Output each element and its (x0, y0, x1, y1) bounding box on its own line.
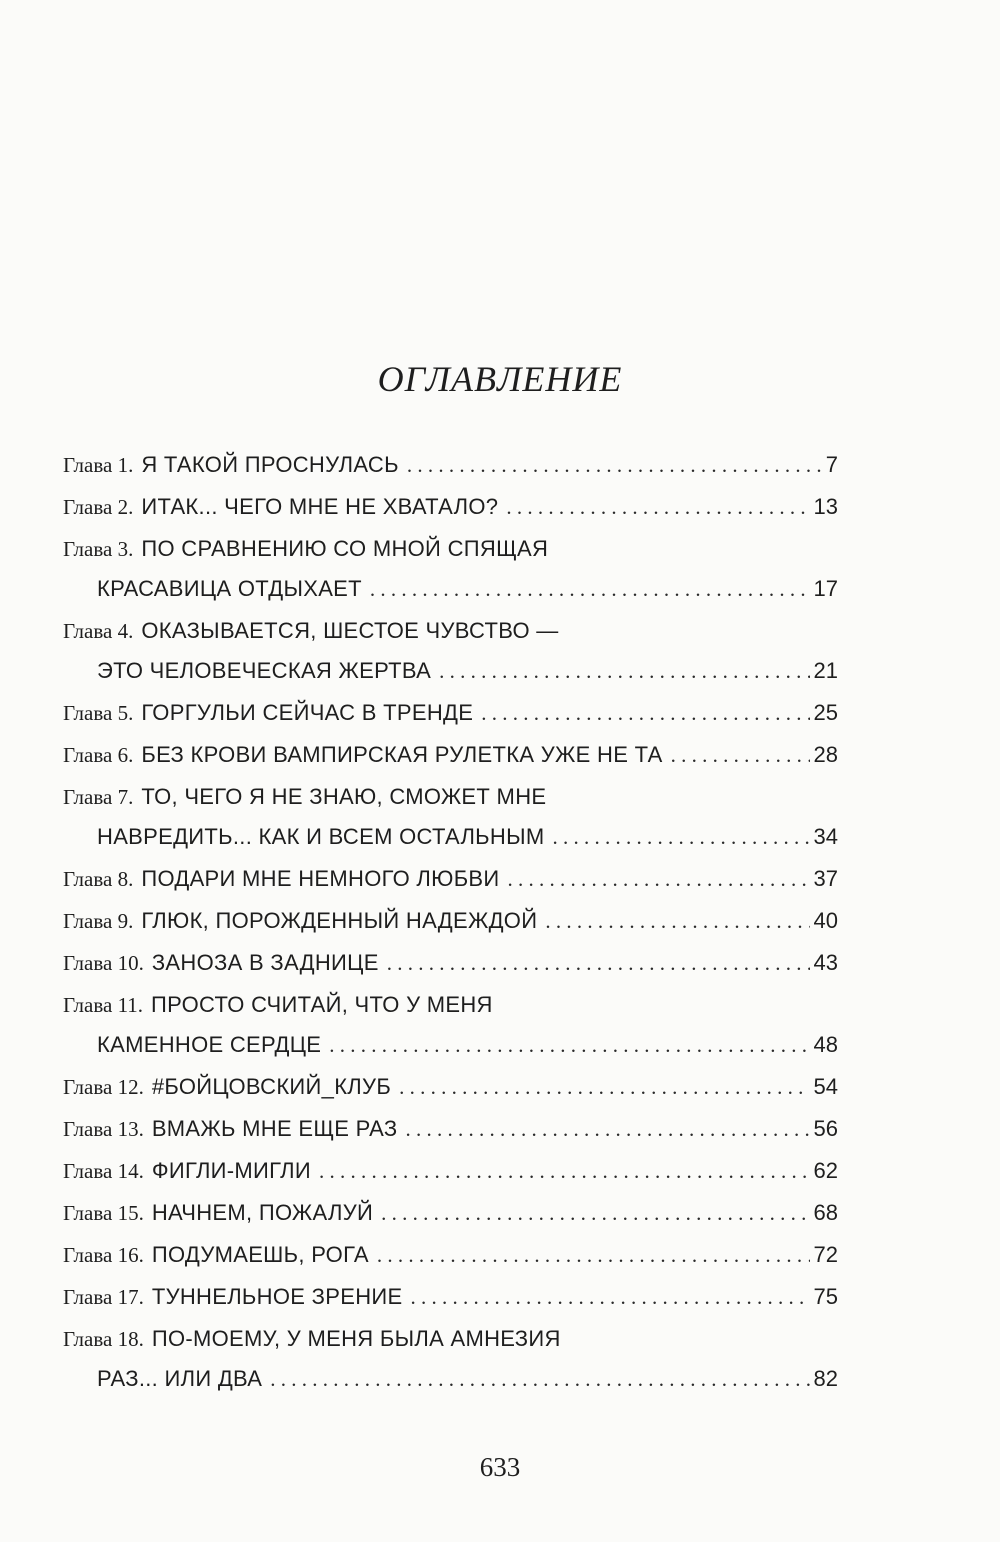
dot-leader (553, 822, 810, 852)
chapter-title: #БОЙЦОВСКИЙ_КЛУБ (151, 1074, 392, 1099)
dot-leader (506, 492, 809, 522)
chapter-title: ПРОСТО СЧИТАЙ, ЧТО У МЕНЯ (151, 992, 493, 1017)
chapter-title: ОКАЗЫВАЕТСЯ, ШЕСТОЕ ЧУВСТВО — (141, 618, 559, 643)
toc-entry (63, 1282, 838, 1312)
chapter-page-number: 48 (813, 1032, 838, 1057)
chapter-label: Глава 15. (63, 1201, 144, 1225)
chapter-title: ИТАК... ЧЕГО МНЕ НЕ ХВАТАЛО? (141, 494, 499, 519)
chapter-title: ВМАЖЬ МНЕ ЕЩЕ РАЗ (151, 1116, 398, 1141)
dot-leader (270, 1364, 809, 1394)
chapter-label: Глава 12. (63, 1075, 144, 1099)
chapter-page-number: 43 (813, 950, 838, 975)
chapter-title: ГЛЮК, ПОРОЖДЕННЫЙ НАДЕЖДОЙ (141, 908, 538, 933)
toc-entry-continuation-line (63, 1030, 838, 1060)
chapter-title: КРАСАВИЦА ОТДЫХАЕТ (97, 576, 362, 601)
chapter-page-number: 25 (813, 700, 838, 725)
chapter-label: Глава 6. (63, 743, 134, 767)
toc-entry (63, 1198, 838, 1228)
chapter-page-number: 7 (825, 452, 838, 477)
toc-entry (63, 782, 838, 852)
chapter-page-number: 13 (813, 494, 838, 519)
dot-leader (370, 574, 810, 604)
dot-leader (405, 1114, 809, 1144)
dot-leader (508, 864, 810, 894)
chapter-label: Глава 13. (63, 1117, 144, 1141)
dot-leader (319, 1156, 810, 1186)
dot-leader (410, 1282, 809, 1312)
chapter-page-number: 75 (813, 1284, 838, 1309)
chapter-label: Глава 17. (63, 1285, 144, 1309)
toc-entry-continuation-line (63, 822, 838, 852)
chapter-label: Глава 9. (63, 909, 134, 933)
toc-entry-first-line (63, 450, 838, 480)
chapter-title: ФИГЛИ-МИГЛИ (151, 1158, 311, 1183)
toc-entry-first-line (63, 1324, 838, 1354)
toc-entry-first-line (63, 1156, 838, 1186)
toc-entry (63, 990, 838, 1060)
dot-leader (381, 1198, 809, 1228)
chapter-title: ТУННЕЛЬНОЕ ЗРЕНИЕ (151, 1284, 403, 1309)
chapter-title: ПО-МОЕМУ, У МЕНЯ БЫЛА АМНЕЗИЯ (151, 1326, 561, 1351)
chapter-title: КАМЕННОЕ СЕРДЦЕ (97, 1032, 322, 1057)
dot-leader (439, 656, 809, 686)
chapter-title: ПОДАРИ МНЕ НЕМНОГО ЛЮБВИ (141, 866, 500, 891)
toc-entry (63, 1114, 838, 1144)
dot-leader (671, 740, 810, 770)
toc-entry (63, 698, 838, 728)
chapter-title: Я ТАКОЙ ПРОСНУЛАСЬ (141, 452, 399, 477)
chapter-title: БЕЗ КРОВИ ВАМПИРСКАЯ РУЛЕТКА УЖЕ НЕ ТА (141, 742, 663, 767)
chapter-page-number: 21 (813, 658, 838, 683)
dot-leader (545, 906, 809, 936)
toc-entry-continuation-line (63, 574, 838, 604)
dot-leader (481, 698, 809, 728)
toc-entry-first-line (63, 990, 838, 1020)
chapter-label: Глава 18. (63, 1327, 144, 1351)
chapter-label: Глава 7. (63, 785, 134, 809)
toc-entry-first-line (63, 492, 838, 522)
toc-entry-first-line (63, 948, 838, 978)
chapter-label: Глава 11. (63, 993, 144, 1017)
toc-entry-first-line (63, 740, 838, 770)
toc-entry-first-line (63, 1114, 838, 1144)
chapter-title: ЭТО ЧЕЛОВЕЧЕСКАЯ ЖЕРТВА (97, 658, 432, 683)
toc-entry-first-line (63, 1240, 838, 1270)
chapter-title: ПОДУМАЕШЬ, РОГА (151, 1242, 369, 1267)
toc-entry (63, 492, 838, 522)
toc-entry (63, 906, 838, 936)
chapter-page-number: 68 (813, 1200, 838, 1225)
chapter-label: Глава 2. (63, 495, 134, 519)
toc-entry-first-line (63, 782, 838, 812)
chapter-label: Глава 3. (63, 537, 134, 561)
toc-entry-first-line (63, 1282, 838, 1312)
chapter-label: Глава 5. (63, 701, 134, 725)
chapter-page-number: 56 (813, 1116, 838, 1141)
toc-entry (63, 450, 838, 480)
chapter-label: Глава 4. (63, 619, 134, 643)
chapter-label: Глава 10. (63, 951, 144, 975)
toc-entry-first-line (63, 616, 838, 646)
chapter-label: Глава 8. (63, 867, 134, 891)
toc-entry (63, 1072, 838, 1102)
chapter-title: ЗАНОЗА В ЗАДНИЦЕ (151, 950, 379, 975)
chapter-title: ТО, ЧЕГО Я НЕ ЗНАЮ, СМОЖЕТ МНЕ (141, 784, 547, 809)
chapter-page-number: 17 (813, 576, 838, 601)
toc-entry (63, 740, 838, 770)
chapter-title: НАЧНЕМ, ПОЖАЛУЙ (151, 1200, 374, 1225)
dot-leader (387, 948, 810, 978)
chapter-title: ПО СРАВНЕНИЮ СО МНОЙ СПЯЩАЯ (141, 536, 549, 561)
dot-leader (329, 1030, 809, 1060)
chapter-page-number: 28 (813, 742, 838, 767)
chapter-title: ГОРГУЛЬИ СЕЙЧАС В ТРЕНДЕ (141, 700, 474, 725)
toc-entry (63, 1324, 838, 1394)
chapter-title: РАЗ... ИЛИ ДВА (97, 1366, 263, 1391)
chapter-page-number: 40 (813, 908, 838, 933)
toc-entry (63, 534, 838, 604)
toc-entry-first-line (63, 698, 838, 728)
chapter-title: НАВРЕДИТЬ... КАК И ВСЕМ ОСТАЛЬНЫМ (97, 824, 545, 849)
toc-entry (63, 948, 838, 978)
chapter-label: Глава 14. (63, 1159, 144, 1183)
dot-leader (407, 450, 822, 480)
toc-entry-continuation-line (63, 656, 838, 686)
toc-heading: ОГЛАВЛЕНИЕ (377, 359, 623, 399)
chapter-page-number: 37 (813, 866, 838, 891)
page-number: 633 (479, 1452, 521, 1482)
toc-entry-first-line (63, 1198, 838, 1228)
toc-entry-first-line (63, 1072, 838, 1102)
chapter-page-number: 54 (813, 1074, 838, 1099)
toc-entry-first-line (63, 864, 838, 894)
toc-entry-continuation-line (63, 1364, 838, 1394)
dot-leader (399, 1072, 809, 1102)
toc-entry (63, 616, 838, 686)
chapter-page-number: 62 (813, 1158, 838, 1183)
chapter-page-number: 72 (813, 1242, 838, 1267)
toc-entry-first-line (63, 534, 838, 564)
dot-leader (377, 1240, 810, 1270)
chapter-page-number: 34 (813, 824, 838, 849)
toc-entry (63, 1240, 838, 1270)
toc-entry (63, 1156, 838, 1186)
chapter-page-number: 82 (813, 1366, 838, 1391)
toc-list (63, 450, 838, 1406)
toc-entry (63, 864, 838, 894)
chapter-label: Глава 1. (63, 453, 134, 477)
chapter-label: Глава 16. (63, 1243, 144, 1267)
toc-entry-first-line (63, 906, 838, 936)
